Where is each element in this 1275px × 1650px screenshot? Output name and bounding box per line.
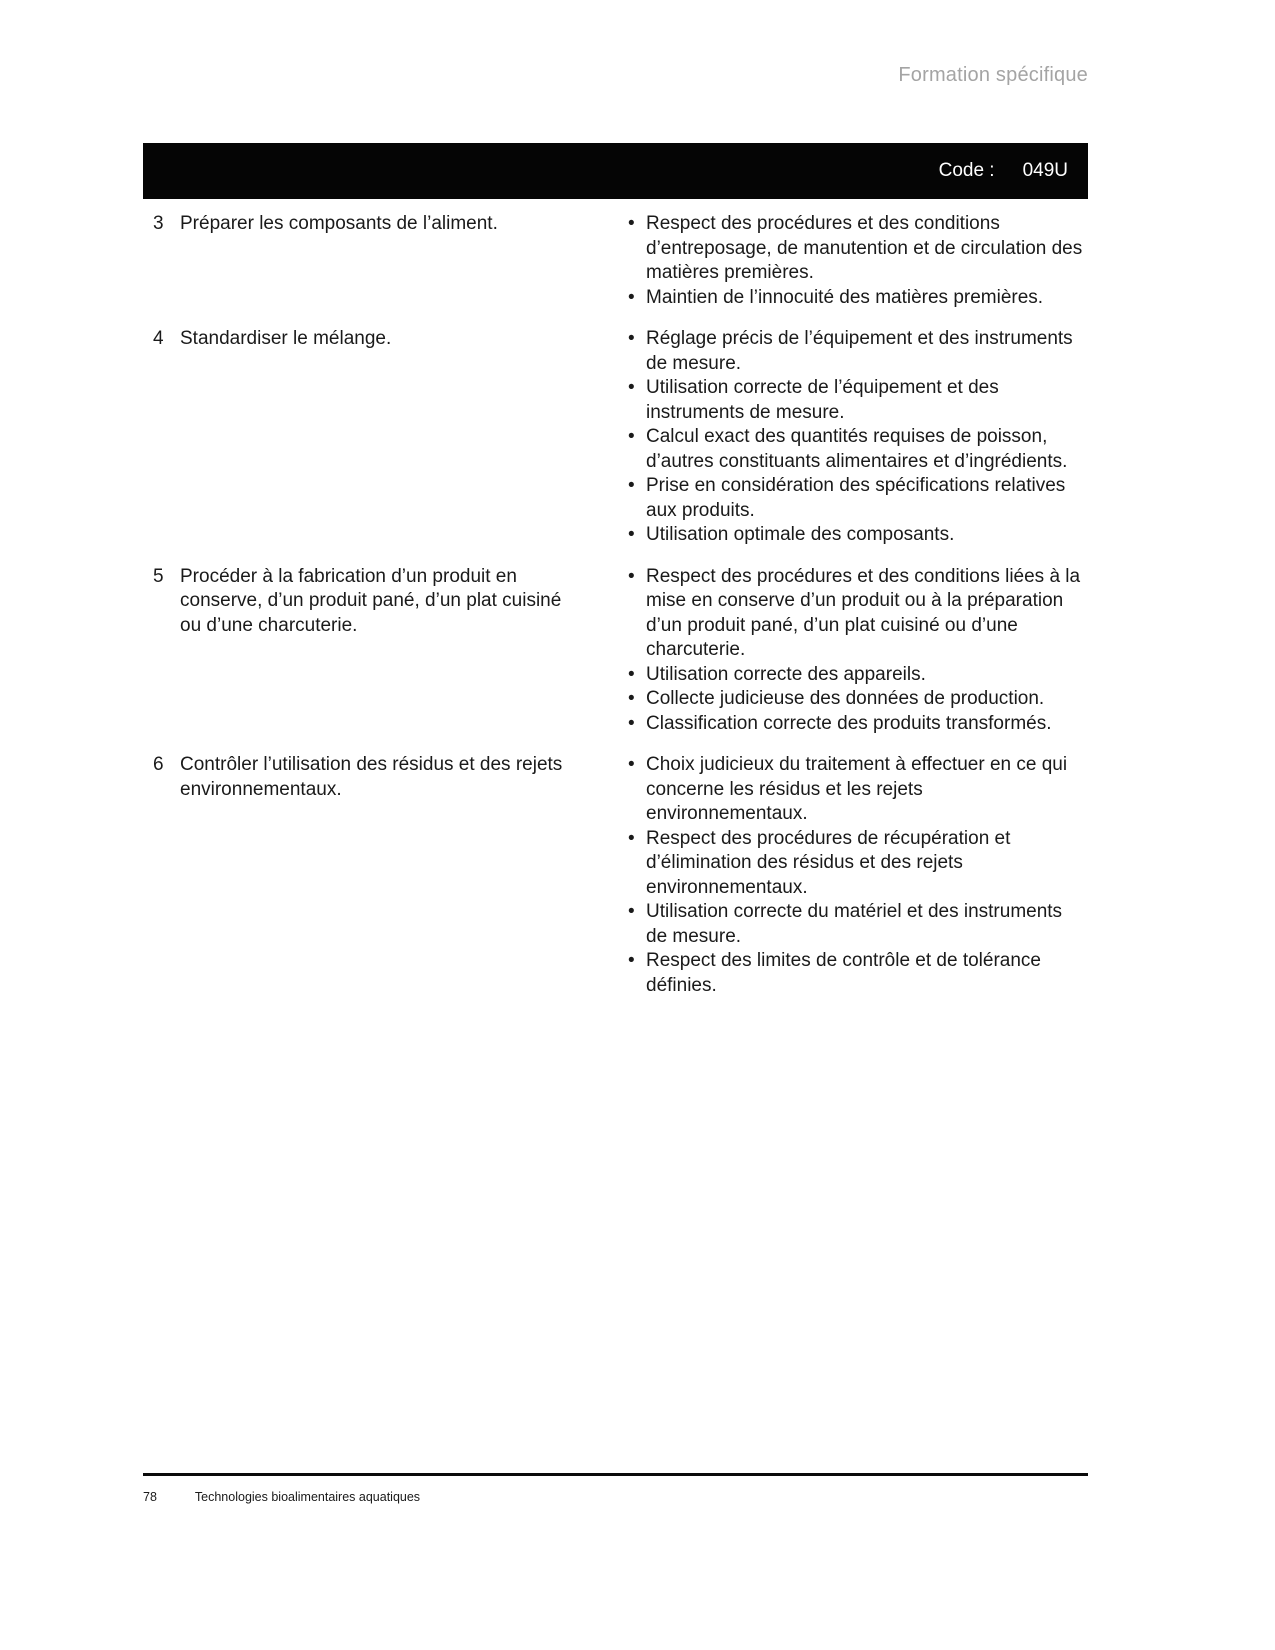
criteria-list — [625, 565, 1088, 737]
criterion-item: • Respect des limites de contrôle et de tolérance définies. — [625, 949, 1088, 998]
objective-row — [143, 565, 1088, 737]
objectives-table — [143, 212, 1088, 1015]
objective-row — [143, 212, 1088, 310]
criterion-item: • Classification correcte des produits transformés. — [625, 712, 1088, 737]
objective-row — [143, 327, 1088, 548]
criterion-item: • Utilisation correcte de l’équipement et des instruments de mesure. — [625, 376, 1088, 425]
criterion-item: • Réglage précis de l’équipement et des instruments de mesure. — [625, 327, 1088, 376]
criterion-item: • Calcul exact des quantités requises de poisson, d’autres constituants alimentaires et d’ingrédients. — [625, 425, 1088, 474]
criterion-item: • Respect des procédures et des conditions d’entreposage, de manutention et de circulation des matières premières. — [625, 212, 1088, 286]
criterion-item: • Maintien de l’innocuité des matières premières. — [625, 286, 1088, 311]
objective-text: Procéder à la fabrication d’un produit en conserve, d’un produit pané, d’un plat cuisiné ou d’une charcuterie. — [180, 565, 562, 636]
page-number: 78 — [143, 1490, 157, 1504]
criterion-item: • Collecte judicieuse des données de production. — [625, 687, 1088, 712]
criteria-list — [625, 327, 1088, 548]
page-footer — [143, 1490, 1088, 1504]
program-title: Technologies bioalimentaires aquatiques — [194, 1490, 421, 1504]
criterion-item: • Respect des procédures et des conditions liées à la mise en conserve d’un produit ou à la préparation d’un produit pané, d’un plat cuisiné ou d’une charcuterie. — [625, 565, 1088, 663]
criterion-item: • Utilisation correcte du matériel et des instruments de mesure. — [625, 900, 1088, 949]
criterion-item: • Utilisation optimale des composants. — [625, 523, 1088, 548]
page-header — [143, 64, 1088, 87]
objective-text: Préparer les composants de l’aliment. — [180, 213, 498, 234]
criterion-item: • Utilisation correcte des appareils. — [625, 663, 1088, 688]
objective-row — [143, 753, 1088, 998]
objective-number: 3 — [153, 213, 164, 234]
objective-text: Standardiser le mélange. — [180, 328, 392, 349]
section-title: Formation spécifique — [898, 64, 1088, 86]
footer-rule — [143, 1473, 1088, 1476]
objective-text: Contrôler l’utilisation des résidus et des rejets environnementaux. — [180, 754, 563, 800]
criterion-item: • Choix judicieux du traitement à effectuer en ce qui concerne les résidus et les rejets environnementaux. — [625, 753, 1088, 827]
criteria-list — [625, 212, 1088, 310]
criterion-item: • Prise en considération des spécifications relatives aux produits. — [625, 474, 1088, 523]
objective-number: 5 — [153, 565, 164, 587]
code-value: 049U — [1022, 160, 1068, 181]
criteria-list — [625, 753, 1088, 998]
code-label: Code : — [938, 160, 995, 181]
objective-number: 6 — [153, 754, 164, 775]
criterion-item: • Respect des procédures de récupération et d’élimination des résidus et des rejets environnementaux. — [625, 827, 1088, 901]
objective-number: 4 — [153, 328, 164, 349]
code-bar — [143, 143, 1088, 199]
